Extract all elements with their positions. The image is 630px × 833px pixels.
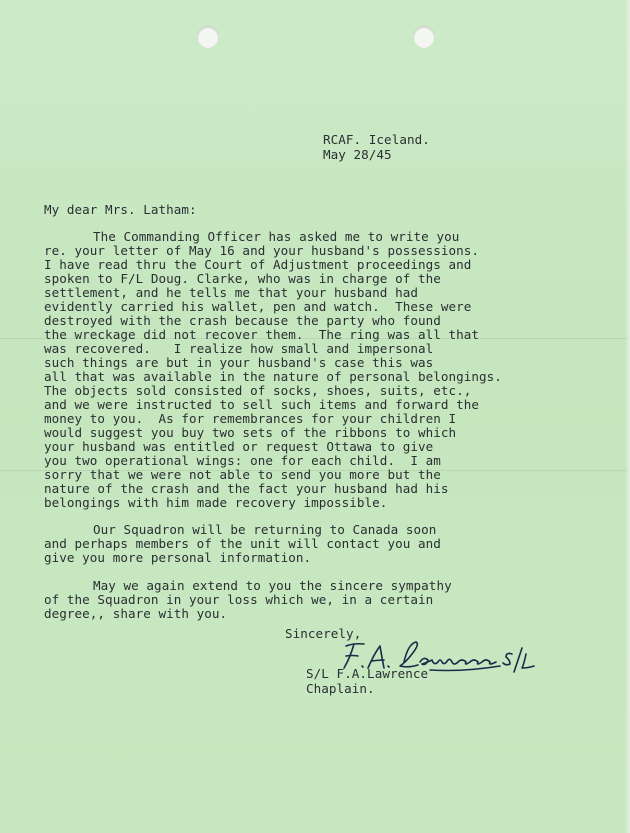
text-line: Our Squadron will be returning to Canada soon [93,522,437,537]
text-line: destroyed with the crash because the party who found [44,313,441,328]
salutation: My dear Mrs. Latham: [44,202,197,217]
header-location: RCAF. Iceland. [323,132,430,147]
text-line: was recovered. I realize how small and impersonal [44,341,434,356]
text-line: May we again extend to you the sincere sympathy [93,578,452,593]
text-line: sorry that we were not able to send you more but the [44,467,441,482]
text-line: The Commanding Officer has asked me to write you [93,229,460,244]
punch-hole-left [197,26,219,48]
text-line: your husband was entitled or request Ottawa to give [44,439,434,454]
text-line: degree,, share with you. [44,606,228,621]
closing: Sincerely, [285,626,362,641]
text-line: spoken to F/L Doug. Clarke, who was in charge of the [44,271,441,286]
text-line: I have read thru the Court of Adjustment proceedings and [44,257,472,272]
text-line: money to you. As for remembrances for your children I [44,411,457,426]
text-line: settlement, and he tells me that your husband had [44,285,418,300]
text-line: and perhaps members of the unit will contact you and [44,536,441,551]
text-line: re. your letter of May 16 and your husband's possessions. [44,243,480,258]
text-line: would suggest you buy two sets of the ribbons to which [44,425,457,440]
text-line: The objects sold consisted of socks, shoes, suits, etc., [44,383,472,398]
text-line: give you more personal information. [44,550,312,565]
text-line: such things are but in your husband's case this was [44,355,434,370]
text-line: nature of the crash and the fact your husband had his [44,481,449,496]
text-line: of the Squadron in your loss which we, in a certain [44,592,434,607]
text-line: the wreckage did not recover them. The ring was all that [44,327,480,342]
text-line: all that was available in the nature of personal belongings. [44,369,502,384]
paper-edge [625,0,630,833]
signer-name: S/L F.A.Lawrence [306,666,429,681]
text-line: you two operational wings: one for each child. I am [44,453,441,468]
header-date: May 28/45 [323,147,392,162]
text-line: and we were instructed to sell such items and forward the [44,397,480,412]
text-line: evidently carried his wallet, pen and watch. These were [44,299,472,314]
signer-title: Chaplain. [306,681,375,696]
punch-hole-right [413,26,435,48]
text-line: belongings with him made recovery impossible. [44,495,388,510]
